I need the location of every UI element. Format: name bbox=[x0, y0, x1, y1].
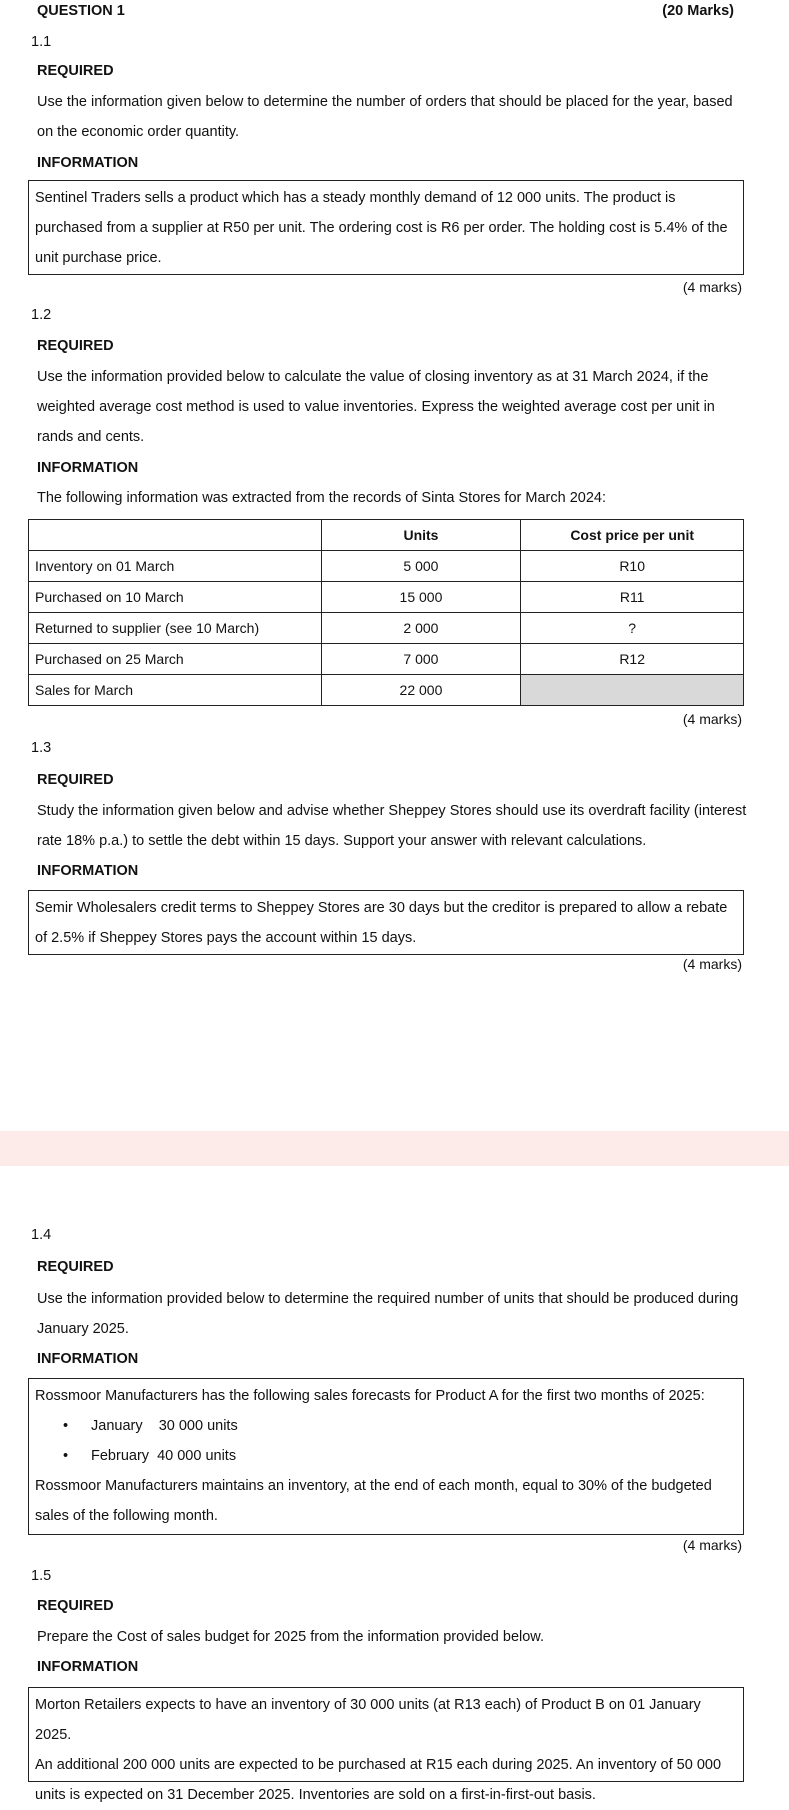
marks-label: (4 marks) bbox=[682, 956, 742, 972]
marks-label: (4 marks) bbox=[682, 1537, 742, 1553]
marks-label: (4 marks) bbox=[682, 279, 742, 295]
list-item: • January 30 000 units bbox=[91, 1411, 737, 1441]
row-label: Returned to supplier (see 10 March) bbox=[29, 613, 322, 644]
information-box: Rossmoor Manufacturers has the following sales forecasts for Product A for the first two months of 2025: • January 30 000 units • February 40 000 units Rossmoor Manufacturers maintains an inventory, at the end of each month, equal to 30% of the budgeted sales of the following month. bbox=[28, 1378, 744, 1535]
row-label: Purchased on 10 March bbox=[29, 582, 322, 613]
required-text: Prepare the Cost of sales budget for 2025 from the information provided below. bbox=[37, 1629, 544, 1645]
required-text: Use the information provided below to determine the required number of units that should be produced during January 2025. bbox=[37, 1291, 739, 1337]
section-number: 1.1 bbox=[31, 34, 52, 50]
required-heading: REQUIRED bbox=[37, 338, 114, 354]
table-row bbox=[29, 582, 744, 613]
table-row bbox=[29, 644, 744, 675]
units-cell: 22 000 bbox=[321, 675, 521, 706]
information-heading: INFORMATION bbox=[37, 155, 139, 171]
information-box: Morton Retailers expects to have an inventory of 30 000 units (at R13 each) of Product B on 01 January 2025. An additional 200 000 units are expected to be purchased at R15 each during 2025. An inventory of 50 000 units is expected on 31 December 2025. Inventories are sold on a first-in-first-out basis. bbox=[28, 1687, 744, 1782]
information-heading: INFORMATION bbox=[37, 460, 139, 476]
required-heading: REQUIRED bbox=[37, 63, 114, 79]
total-marks: (20 Marks) bbox=[662, 3, 734, 19]
required-text: Use the information provided below to calculate the value of closing inventory as at 31 March 2024, if the weighted average cost method is used to value inventories. Express the weighted average cost per unit in rands and cents. bbox=[37, 369, 715, 445]
cost-cell: R11 bbox=[521, 582, 744, 613]
information-heading: INFORMATION bbox=[37, 863, 139, 879]
page-break-band bbox=[0, 1131, 789, 1166]
information-heading: INFORMATION bbox=[37, 1659, 139, 1675]
table-header-row bbox=[29, 520, 744, 551]
cost-cell: R12 bbox=[521, 644, 744, 675]
table-row bbox=[29, 675, 744, 706]
row-label: Purchased on 25 March bbox=[29, 644, 322, 675]
units-cell: 2 000 bbox=[321, 613, 521, 644]
inventory-table bbox=[28, 519, 744, 706]
section-number: 1.3 bbox=[31, 740, 52, 756]
column-header: Units bbox=[321, 520, 521, 551]
column-header bbox=[29, 520, 322, 551]
required-text: Study the information given below and advise whether Sheppey Stores should use its overdraft facility (interest rate 18% p.a.) to settle the debt within 15 days. Support your answer with relevant calculations. bbox=[37, 803, 747, 849]
section-number: 1.5 bbox=[31, 1568, 52, 1584]
marks-label: (4 marks) bbox=[682, 711, 742, 727]
question-title: QUESTION 1 bbox=[37, 3, 125, 19]
row-label: Inventory on 01 March bbox=[29, 551, 322, 582]
table-row bbox=[29, 551, 744, 582]
required-heading: REQUIRED bbox=[37, 1259, 114, 1275]
units-cell: 5 000 bbox=[321, 551, 521, 582]
sales-forecast-list bbox=[35, 1411, 737, 1471]
section-number: 1.2 bbox=[31, 307, 52, 323]
required-heading: REQUIRED bbox=[37, 772, 114, 788]
list-item: • February 40 000 units bbox=[91, 1441, 737, 1471]
required-text: Use the information given below to determine the number of orders that should be placed for the year, based on the economic order quantity. bbox=[37, 94, 733, 140]
cost-cell: ? bbox=[521, 613, 744, 644]
units-cell: 15 000 bbox=[321, 582, 521, 613]
row-label: Sales for March bbox=[29, 675, 322, 706]
information-box: Semir Wholesalers credit terms to Sheppey Stores are 30 days but the creditor is prepared to allow a rebate of 2.5% if Sheppey Stores pays the account within 15 days. bbox=[28, 890, 744, 955]
table-row bbox=[29, 613, 744, 644]
units-cell: 7 000 bbox=[321, 644, 521, 675]
required-heading: REQUIRED bbox=[37, 1598, 114, 1614]
cost-cell: R10 bbox=[521, 551, 744, 582]
cost-cell-shaded bbox=[521, 675, 744, 706]
information-heading: INFORMATION bbox=[37, 1351, 139, 1367]
information-box: Sentinel Traders sells a product which has a steady monthly demand of 12 000 units. The product is purchased from a supplier at R50 per unit. The ordering cost is R6 per order. The holding cost is 5.4% of the unit purchase price. bbox=[28, 180, 744, 275]
information-intro: The following information was extracted from the records of Sinta Stores for March 2024: bbox=[37, 490, 606, 506]
column-header: Cost price per unit bbox=[521, 520, 744, 551]
section-number: 1.4 bbox=[31, 1227, 52, 1243]
